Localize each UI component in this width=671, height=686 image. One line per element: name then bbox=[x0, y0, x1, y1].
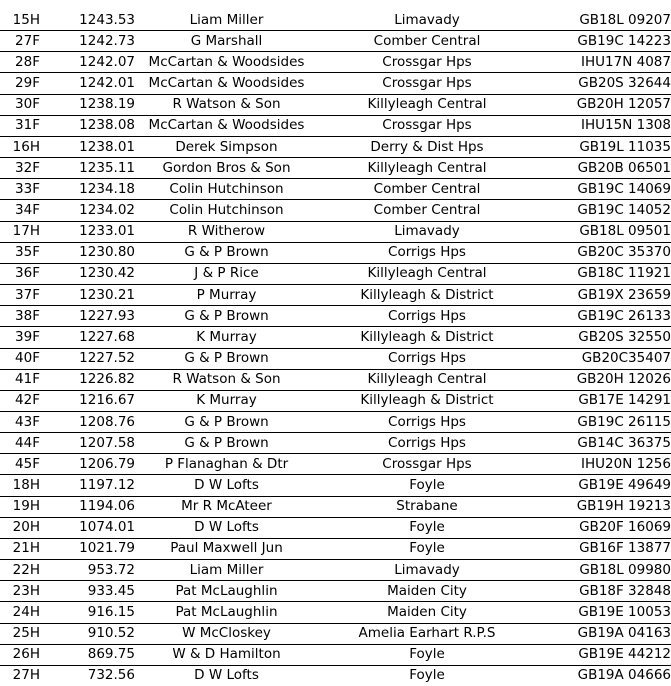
fancier-name-cell: McCartan & Woodsides bbox=[135, 52, 318, 73]
position-cell: 36F bbox=[0, 263, 40, 284]
club-cell: Crossgar Hps bbox=[318, 454, 536, 475]
club-cell: Corrigs Hps bbox=[318, 242, 536, 263]
ring-number-cell: GB20C 35370 bbox=[536, 242, 671, 263]
table-row bbox=[0, 475, 671, 496]
position-cell: 40F bbox=[0, 348, 40, 369]
position-cell: 44F bbox=[0, 433, 40, 454]
velocity-cell: 1226.82 bbox=[40, 369, 135, 390]
position-cell: 25H bbox=[0, 623, 40, 644]
ring-number-cell: GB20S 32644 bbox=[536, 73, 671, 94]
ring-number-cell: IHU15N 1308 bbox=[536, 115, 671, 136]
table-row bbox=[0, 538, 671, 559]
table-row bbox=[0, 242, 671, 263]
velocity-cell: 1227.93 bbox=[40, 306, 135, 327]
velocity-cell: 916.15 bbox=[40, 602, 135, 623]
club-cell: Derry & Dist Hps bbox=[318, 136, 536, 157]
fancier-name-cell: K Murray bbox=[135, 327, 318, 348]
fancier-name-cell: McCartan & Woodsides bbox=[135, 73, 318, 94]
fancier-name-cell: McCartan & Woodsides bbox=[135, 115, 318, 136]
table-row bbox=[0, 517, 671, 538]
velocity-cell: 1234.18 bbox=[40, 179, 135, 200]
position-cell: 32F bbox=[0, 158, 40, 179]
velocity-cell: 1238.08 bbox=[40, 115, 135, 136]
velocity-cell: 1235.11 bbox=[40, 158, 135, 179]
position-cell: 21H bbox=[0, 538, 40, 559]
fancier-name-cell: Derek Simpson bbox=[135, 136, 318, 157]
velocity-cell: 953.72 bbox=[40, 560, 135, 581]
club-cell: Crossgar Hps bbox=[318, 115, 536, 136]
table-row bbox=[0, 136, 671, 157]
ring-number-cell: GB19A 04163 bbox=[536, 623, 671, 644]
table-row bbox=[0, 327, 671, 348]
club-cell: Corrigs Hps bbox=[318, 348, 536, 369]
results-body bbox=[0, 10, 671, 686]
fancier-name-cell: P Murray bbox=[135, 285, 318, 306]
velocity-cell: 1208.76 bbox=[40, 411, 135, 432]
club-cell: Comber Central bbox=[318, 31, 536, 52]
fancier-name-cell: K Murray bbox=[135, 390, 318, 411]
position-cell: 33F bbox=[0, 179, 40, 200]
table-row bbox=[0, 644, 671, 665]
fancier-name-cell: R Watson & Son bbox=[135, 369, 318, 390]
table-row bbox=[0, 665, 671, 686]
fancier-name-cell: Pat McLaughlin bbox=[135, 602, 318, 623]
ring-number-cell: GB19X 23659 bbox=[536, 285, 671, 306]
club-cell: Killyleagh Central bbox=[318, 94, 536, 115]
club-cell: Strabane bbox=[318, 496, 536, 517]
fancier-name-cell: Colin Hutchinson bbox=[135, 179, 318, 200]
table-row bbox=[0, 348, 671, 369]
club-cell: Limavady bbox=[318, 221, 536, 242]
fancier-name-cell: G & P Brown bbox=[135, 306, 318, 327]
velocity-cell: 1207.58 bbox=[40, 433, 135, 454]
ring-number-cell: GB18L 09501 bbox=[536, 221, 671, 242]
position-cell: 15H bbox=[12, 11, 40, 28]
fancier-name-cell: J & P Rice bbox=[135, 263, 318, 284]
fancier-name-cell: D W Lofts bbox=[135, 665, 318, 686]
club-cell: Limavady bbox=[394, 11, 460, 28]
ring-number-cell: GB19A 04666 bbox=[536, 665, 671, 686]
club-cell: Foyle bbox=[318, 665, 536, 686]
position-cell: 27F bbox=[0, 31, 40, 52]
club-cell: Corrigs Hps bbox=[318, 306, 536, 327]
table-row bbox=[0, 390, 671, 411]
ring-number-cell: GB20B 06501 bbox=[536, 158, 671, 179]
velocity-cell: 1242.01 bbox=[40, 73, 135, 94]
ring-number-cell: GB19C 26133 bbox=[536, 306, 671, 327]
fancier-name-cell: W & D Hamilton bbox=[135, 644, 318, 665]
position-cell: 26H bbox=[0, 644, 40, 665]
fancier-name-cell: G & P Brown bbox=[135, 411, 318, 432]
ring-number-cell: GB20H 12026 bbox=[536, 369, 671, 390]
fancier-name-cell: Colin Hutchinson bbox=[135, 200, 318, 221]
club-cell: Killyleagh Central bbox=[318, 158, 536, 179]
fancier-name-cell: G & P Brown bbox=[135, 433, 318, 454]
ring-number-cell: GB19E 44212 bbox=[536, 644, 671, 665]
velocity-cell: 933.45 bbox=[40, 581, 135, 602]
fancier-name-cell: G & P Brown bbox=[135, 242, 318, 263]
ring-number-cell: GB16F 13877 bbox=[536, 538, 671, 559]
velocity-cell: 1242.73 bbox=[40, 31, 135, 52]
club-cell: Killyleagh & District bbox=[318, 285, 536, 306]
fancier-name-cell: Pat McLaughlin bbox=[135, 581, 318, 602]
ring-number-cell: GB19L 11035 bbox=[536, 136, 671, 157]
club-cell: Foyle bbox=[318, 517, 536, 538]
position-cell: 19H bbox=[0, 496, 40, 517]
table-row bbox=[0, 454, 671, 475]
position-cell: 20H bbox=[0, 517, 40, 538]
position-cell: 43F bbox=[0, 411, 40, 432]
club-cell: Killyleagh & District bbox=[318, 390, 536, 411]
table-row bbox=[0, 433, 671, 454]
velocity-cell: 1238.19 bbox=[40, 94, 135, 115]
position-cell: 22H bbox=[0, 560, 40, 581]
club-cell: Comber Central bbox=[318, 200, 536, 221]
fancier-name-cell: W McCloskey bbox=[135, 623, 318, 644]
fancier-name-cell: R Witherow bbox=[135, 221, 318, 242]
fancier-name-cell: G Marshall bbox=[135, 31, 318, 52]
position-cell: 41F bbox=[0, 369, 40, 390]
position-cell: 37F bbox=[0, 285, 40, 306]
position-cell: 31F bbox=[0, 115, 40, 136]
fancier-name-cell: G & P Brown bbox=[135, 348, 318, 369]
ring-number-cell: GB18F 32848 bbox=[536, 581, 671, 602]
ring-number-cell: GB19C 26115 bbox=[536, 411, 671, 432]
position-cell: 24H bbox=[0, 602, 40, 623]
velocity-cell: 1206.79 bbox=[40, 454, 135, 475]
ring-number-cell: GB19E 49649 bbox=[536, 475, 671, 496]
table-row bbox=[0, 306, 671, 327]
table-row bbox=[0, 52, 671, 73]
table-row bbox=[0, 94, 671, 115]
fancier-name-cell: Gordon Bros & Son bbox=[135, 158, 318, 179]
fancier-name-cell: R Watson & Son bbox=[135, 94, 318, 115]
table-row bbox=[0, 602, 671, 623]
ring-number-cell: GB18L 09207 bbox=[579, 11, 671, 28]
ring-number-cell: GB18L 09980 bbox=[536, 560, 671, 581]
velocity-cell: 869.75 bbox=[40, 644, 135, 665]
table-row bbox=[0, 158, 671, 179]
position-cell: 42F bbox=[0, 390, 40, 411]
table-row bbox=[0, 73, 671, 94]
table-row bbox=[0, 179, 671, 200]
club-cell: Crossgar Hps bbox=[318, 73, 536, 94]
table-row bbox=[0, 10, 671, 31]
table-row bbox=[0, 581, 671, 602]
table-row bbox=[0, 31, 671, 52]
position-cell: 38F bbox=[0, 306, 40, 327]
ring-number-cell: GB20H 12057 bbox=[536, 94, 671, 115]
club-cell: Corrigs Hps bbox=[318, 433, 536, 454]
velocity-cell: 1243.53 bbox=[79, 11, 135, 28]
velocity-cell: 1021.79 bbox=[40, 538, 135, 559]
velocity-cell: 1230.42 bbox=[40, 263, 135, 284]
velocity-cell: 1197.12 bbox=[40, 475, 135, 496]
position-cell: 23H bbox=[0, 581, 40, 602]
position-cell: 45F bbox=[0, 454, 40, 475]
club-cell: Killyleagh Central bbox=[318, 369, 536, 390]
velocity-cell: 910.52 bbox=[40, 623, 135, 644]
club-cell: Killyleagh & District bbox=[318, 327, 536, 348]
position-cell: 18H bbox=[0, 475, 40, 496]
velocity-cell: 1230.21 bbox=[40, 285, 135, 306]
position-cell: 30F bbox=[0, 94, 40, 115]
position-cell: 16H bbox=[0, 136, 40, 157]
ring-number-cell: IHU20N 1256 bbox=[536, 454, 671, 475]
ring-number-cell: GB18C 11921 bbox=[536, 263, 671, 284]
table-row bbox=[0, 411, 671, 432]
fancier-name-cell: D W Lofts bbox=[135, 475, 318, 496]
club-cell: Corrigs Hps bbox=[318, 411, 536, 432]
velocity-cell: 1230.80 bbox=[40, 242, 135, 263]
velocity-cell: 1227.68 bbox=[40, 327, 135, 348]
club-cell: Crossgar Hps bbox=[318, 52, 536, 73]
fancier-name-cell: D W Lofts bbox=[135, 517, 318, 538]
ring-number-cell: GB20C35407 bbox=[536, 348, 671, 369]
position-cell: 35F bbox=[0, 242, 40, 263]
velocity-cell: 732.56 bbox=[40, 665, 135, 686]
results-table bbox=[0, 10, 671, 686]
velocity-cell: 1233.01 bbox=[40, 221, 135, 242]
fancier-name-cell: Liam Miller bbox=[135, 560, 318, 581]
table-row bbox=[0, 496, 671, 517]
position-cell: 29F bbox=[0, 73, 40, 94]
table-row bbox=[0, 200, 671, 221]
ring-number-cell: GB19C 14223 bbox=[536, 31, 671, 52]
table-row bbox=[0, 285, 671, 306]
table-row bbox=[0, 369, 671, 390]
club-cell: Amelia Earhart R.P.S bbox=[318, 623, 536, 644]
club-cell: Limavady bbox=[318, 560, 536, 581]
table-row bbox=[0, 623, 671, 644]
club-cell: Maiden City bbox=[318, 581, 536, 602]
ring-number-cell: GB20S 32550 bbox=[536, 327, 671, 348]
table-row bbox=[0, 560, 671, 581]
velocity-cell: 1238.01 bbox=[40, 136, 135, 157]
velocity-cell: 1227.52 bbox=[40, 348, 135, 369]
position-cell: 28F bbox=[0, 52, 40, 73]
ring-number-cell: GB19C 14069 bbox=[536, 179, 671, 200]
club-cell: Foyle bbox=[318, 538, 536, 559]
ring-number-cell: GB19H 19213 bbox=[536, 496, 671, 517]
velocity-cell: 1216.67 bbox=[40, 390, 135, 411]
position-cell: 17H bbox=[0, 221, 40, 242]
ring-number-cell: GB19E 10053 bbox=[536, 602, 671, 623]
fancier-name-cell: Liam Miller bbox=[189, 11, 264, 28]
table-row bbox=[0, 221, 671, 242]
velocity-cell: 1074.01 bbox=[40, 517, 135, 538]
fancier-name-cell: P Flanaghan & Dtr bbox=[135, 454, 318, 475]
fancier-name-cell: Mr R McAteer bbox=[135, 496, 318, 517]
club-cell: Foyle bbox=[318, 644, 536, 665]
table-row bbox=[0, 263, 671, 284]
ring-number-cell: GB17E 14291 bbox=[536, 390, 671, 411]
table-row bbox=[0, 115, 671, 136]
position-cell: 39F bbox=[0, 327, 40, 348]
ring-number-cell: IHU17N 4087 bbox=[536, 52, 671, 73]
velocity-cell: 1234.02 bbox=[40, 200, 135, 221]
ring-number-cell: GB20F 16069 bbox=[536, 517, 671, 538]
club-cell: Comber Central bbox=[318, 179, 536, 200]
velocity-cell: 1242.07 bbox=[40, 52, 135, 73]
ring-number-cell: GB14C 36375 bbox=[536, 433, 671, 454]
club-cell: Maiden City bbox=[318, 602, 536, 623]
velocity-cell: 1194.06 bbox=[40, 496, 135, 517]
fancier-name-cell: Paul Maxwell Jun bbox=[135, 538, 318, 559]
club-cell: Foyle bbox=[318, 475, 536, 496]
position-cell: 34F bbox=[0, 200, 40, 221]
position-cell: 27H bbox=[0, 665, 40, 686]
ring-number-cell: GB19C 14052 bbox=[536, 200, 671, 221]
club-cell: Killyleagh Central bbox=[318, 263, 536, 284]
